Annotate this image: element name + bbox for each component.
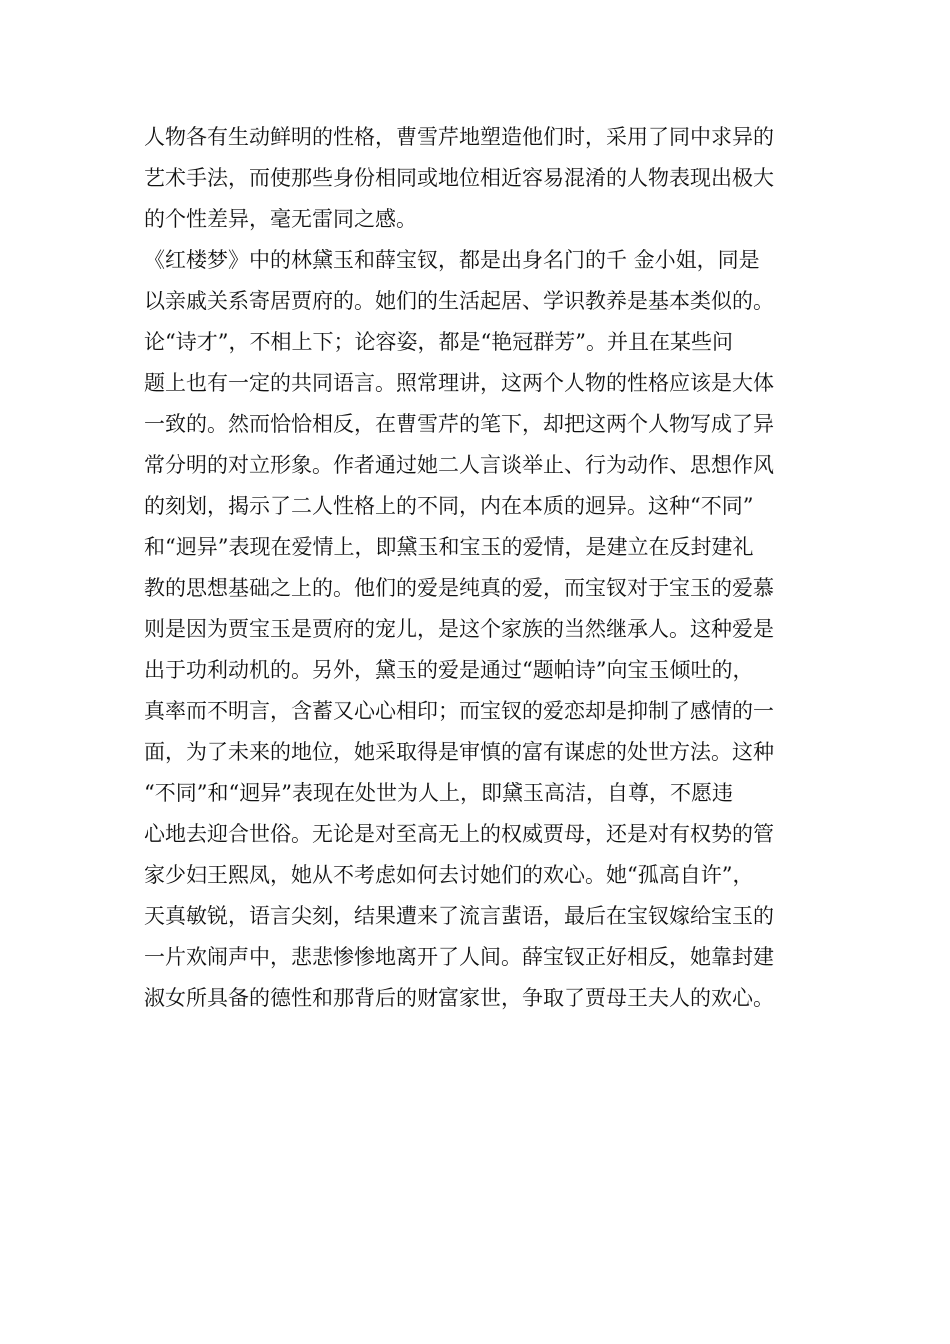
text-line: 心地去迎合世俗。无论是对至高无上的权威贾母，还是对有权势的管 xyxy=(144,822,774,846)
text-line: 人物各有生动鲜明的性格，曹雪芹地塑造他们时，采用了同中求异的 xyxy=(144,125,774,149)
text-line: 《红楼梦》中的林黛玉和薛宝钗，都是出身名门的千 金小姐，同是 xyxy=(144,248,760,272)
text-line: “不同”和“迥异”表现在处世为人上，即黛玉高洁，自尊，不愿违 xyxy=(144,781,733,805)
text-line: 真率而不明言，含蓄又心心相印；而宝钗的爱恋却是抑制了感情的一 xyxy=(144,699,774,723)
body-text xyxy=(144,117,816,1019)
text-line: 论“诗才”，不相上下；论容姿，都是“艳冠群芳”。并且在某些问 xyxy=(144,330,733,354)
text-line: 的个性差异，毫无雷同之感。 xyxy=(144,207,417,231)
text-line: 则是因为贾宝玉是贾府的宠儿，是这个家族的当然继承人。这种爱是 xyxy=(144,617,774,641)
text-line: 常分明的对立形象。作者通过她二人言谈举止、行为动作、思想作风 xyxy=(144,453,774,477)
text-line: 艺术手法，而使那些身份相同或地位相近容易混淆的人物表现出极大 xyxy=(144,166,774,190)
text-line: 一致的。然而恰恰相反，在曹雪芹的笔下，却把这两个人物写成了异 xyxy=(144,412,774,436)
text-line: 淑女所具备的德性和那背后的财富家世，争取了贾母王夫人的欢心。 xyxy=(144,986,774,1010)
text-line: 教的思想基础之上的。他们的爱是纯真的爱，而宝钗对于宝玉的爱慕 xyxy=(144,576,774,600)
text-line: 以亲戚关系寄居贾府的。她们的生活起居、学识教养是基本类似的。 xyxy=(144,289,774,313)
text-line: 面，为了未来的地位，她采取得是审慎的富有谋虑的处世方法。这种 xyxy=(144,740,774,764)
text-line: 一片欢闹声中，悲悲惨惨地离开了人间。薛宝钗正好相反，她靠封建 xyxy=(144,945,774,969)
text-line: 出于功利动机的。另外，黛玉的爱是通过“题帕诗”向宝玉倾吐的， xyxy=(144,658,754,682)
text-line: 的刻划，揭示了二人性格上的不同，内在本质的迥异。这种“不同” xyxy=(144,494,754,518)
text-line: 天真敏锐，语言尖刻，结果遭来了流言蜚语，最后在宝钗嫁给宝玉的 xyxy=(144,904,774,928)
text-line: 家少妇王熙凤，她从不考虑如何去讨她们的欢心。她“孤高自许”， xyxy=(144,863,754,887)
text-line: 题上也有一定的共同语言。照常理讲，这两个人物的性格应该是大体 xyxy=(144,371,774,395)
text-line: 和“迥异”表现在爱情上，即黛玉和宝玉的爱情，是建立在反封建礼 xyxy=(144,535,754,559)
